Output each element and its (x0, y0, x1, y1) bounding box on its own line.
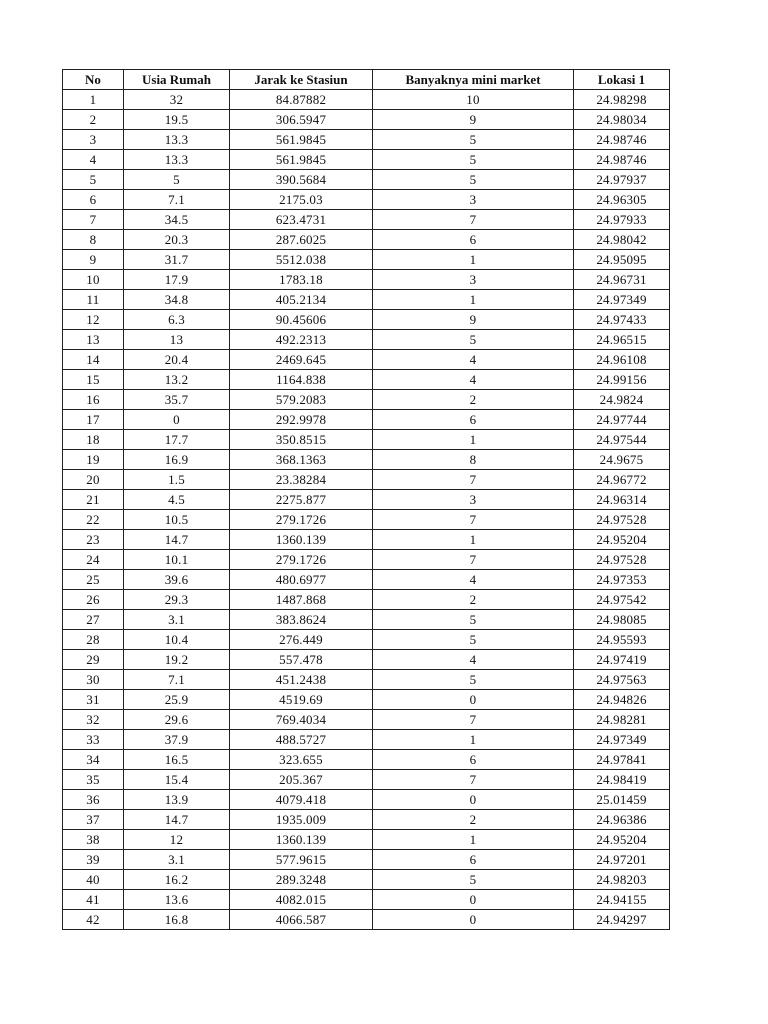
table-cell-jarak-ke-stasiun: 4082.015 (230, 890, 373, 910)
table-cell-jarak-ke-stasiun: 488.5727 (230, 730, 373, 750)
table-cell-banyaknya-mini-market: 3 (373, 270, 574, 290)
table-cell-lokasi-1: 24.97419 (574, 650, 670, 670)
table-cell-no: 1 (63, 90, 124, 110)
table-cell-lokasi-1: 24.96772 (574, 470, 670, 490)
table-cell-lokasi-1: 24.97433 (574, 310, 670, 330)
table-cell-usia-rumah: 35.7 (124, 390, 230, 410)
table-cell-no: 34 (63, 750, 124, 770)
table-cell-no: 19 (63, 450, 124, 470)
table-cell-lokasi-1: 25.01459 (574, 790, 670, 810)
table-cell-usia-rumah: 15.4 (124, 770, 230, 790)
table-cell-usia-rumah: 16.2 (124, 870, 230, 890)
table-row (63, 910, 670, 930)
table-cell-no: 18 (63, 430, 124, 450)
table-cell-lokasi-1: 24.97528 (574, 510, 670, 530)
table-cell-usia-rumah: 6.3 (124, 310, 230, 330)
table-cell-no: 42 (63, 910, 124, 930)
table-cell-lokasi-1: 24.94826 (574, 690, 670, 710)
table-row (63, 890, 670, 910)
table-row (63, 650, 670, 670)
table-cell-jarak-ke-stasiun: 84.87882 (230, 90, 373, 110)
column-header-banyaknya-mini-market: Banyaknya mini market (373, 70, 574, 90)
table-cell-lokasi-1: 24.97563 (574, 670, 670, 690)
table-cell-no: 33 (63, 730, 124, 750)
table-cell-lokasi-1: 24.97353 (574, 570, 670, 590)
table-cell-banyaknya-mini-market: 5 (373, 610, 574, 630)
table-cell-no: 27 (63, 610, 124, 630)
table-cell-lokasi-1: 24.95593 (574, 630, 670, 650)
table-row (63, 590, 670, 610)
table-cell-no: 15 (63, 370, 124, 390)
table-row (63, 550, 670, 570)
table-cell-banyaknya-mini-market: 5 (373, 330, 574, 350)
table-cell-no: 7 (63, 210, 124, 230)
table-cell-no: 21 (63, 490, 124, 510)
table-cell-usia-rumah: 3.1 (124, 850, 230, 870)
table-cell-no: 24 (63, 550, 124, 570)
table-cell-usia-rumah: 14.7 (124, 810, 230, 830)
table-row (63, 770, 670, 790)
table-cell-usia-rumah: 32 (124, 90, 230, 110)
table-cell-jarak-ke-stasiun: 90.45606 (230, 310, 373, 330)
table-cell-banyaknya-mini-market: 0 (373, 910, 574, 930)
table-cell-usia-rumah: 13 (124, 330, 230, 350)
table-cell-no: 29 (63, 650, 124, 670)
table-row (63, 730, 670, 750)
table-cell-no: 35 (63, 770, 124, 790)
table-cell-no: 26 (63, 590, 124, 610)
table-cell-lokasi-1: 24.95204 (574, 530, 670, 550)
table-cell-banyaknya-mini-market: 1 (373, 430, 574, 450)
table-cell-usia-rumah: 13.9 (124, 790, 230, 810)
table-cell-jarak-ke-stasiun: 4066.587 (230, 910, 373, 930)
column-header-lokasi-1: Lokasi 1 (574, 70, 670, 90)
table-row (63, 490, 670, 510)
table-cell-usia-rumah: 25.9 (124, 690, 230, 710)
table-cell-usia-rumah: 16.8 (124, 910, 230, 930)
table-cell-no: 36 (63, 790, 124, 810)
table-row (63, 310, 670, 330)
table-cell-no: 41 (63, 890, 124, 910)
table-row (63, 790, 670, 810)
table-cell-jarak-ke-stasiun: 2469.645 (230, 350, 373, 370)
table-cell-banyaknya-mini-market: 1 (373, 830, 574, 850)
table-row (63, 190, 670, 210)
table-cell-lokasi-1: 24.96386 (574, 810, 670, 830)
table-cell-usia-rumah: 19.5 (124, 110, 230, 130)
data-table (62, 69, 670, 930)
table-cell-lokasi-1: 24.97528 (574, 550, 670, 570)
table-cell-no: 14 (63, 350, 124, 370)
table-cell-banyaknya-mini-market: 4 (373, 570, 574, 590)
table-cell-jarak-ke-stasiun: 350.8515 (230, 430, 373, 450)
table-row (63, 450, 670, 470)
table-cell-lokasi-1: 24.96108 (574, 350, 670, 370)
table-cell-banyaknya-mini-market: 6 (373, 750, 574, 770)
table-cell-banyaknya-mini-market: 1 (373, 290, 574, 310)
table-cell-jarak-ke-stasiun: 279.1726 (230, 510, 373, 530)
table-cell-banyaknya-mini-market: 1 (373, 730, 574, 750)
table-cell-no: 17 (63, 410, 124, 430)
table-cell-usia-rumah: 17.7 (124, 430, 230, 450)
table-cell-lokasi-1: 24.98746 (574, 150, 670, 170)
table-cell-usia-rumah: 19.2 (124, 650, 230, 670)
table-cell-jarak-ke-stasiun: 623.4731 (230, 210, 373, 230)
table-cell-jarak-ke-stasiun: 561.9845 (230, 130, 373, 150)
table-cell-banyaknya-mini-market: 4 (373, 370, 574, 390)
table-cell-banyaknya-mini-market: 9 (373, 310, 574, 330)
table-cell-lokasi-1: 24.96515 (574, 330, 670, 350)
table-cell-lokasi-1: 24.9824 (574, 390, 670, 410)
table-cell-usia-rumah: 20.3 (124, 230, 230, 250)
table-cell-usia-rumah: 13.3 (124, 130, 230, 150)
table-cell-usia-rumah: 13.3 (124, 150, 230, 170)
table-cell-no: 6 (63, 190, 124, 210)
table-cell-jarak-ke-stasiun: 205.367 (230, 770, 373, 790)
table-cell-usia-rumah: 29.3 (124, 590, 230, 610)
table-cell-jarak-ke-stasiun: 769.4034 (230, 710, 373, 730)
table-cell-lokasi-1: 24.97349 (574, 290, 670, 310)
table-cell-jarak-ke-stasiun: 368.1363 (230, 450, 373, 470)
table-cell-lokasi-1: 24.98203 (574, 870, 670, 890)
table-cell-no: 30 (63, 670, 124, 690)
table-cell-banyaknya-mini-market: 5 (373, 670, 574, 690)
table-cell-jarak-ke-stasiun: 480.6977 (230, 570, 373, 590)
table-cell-no: 13 (63, 330, 124, 350)
table-cell-banyaknya-mini-market: 7 (373, 710, 574, 730)
table-cell-lokasi-1: 24.96305 (574, 190, 670, 210)
table-cell-jarak-ke-stasiun: 579.2083 (230, 390, 373, 410)
table-row (63, 710, 670, 730)
table-cell-banyaknya-mini-market: 2 (373, 810, 574, 830)
table-row (63, 430, 670, 450)
table-cell-usia-rumah: 3.1 (124, 610, 230, 630)
table-cell-banyaknya-mini-market: 3 (373, 190, 574, 210)
table-row (63, 530, 670, 550)
table-cell-usia-rumah: 10.4 (124, 630, 230, 650)
table-cell-jarak-ke-stasiun: 1487.868 (230, 590, 373, 610)
table-cell-banyaknya-mini-market: 0 (373, 790, 574, 810)
table-cell-banyaknya-mini-market: 3 (373, 490, 574, 510)
table-cell-banyaknya-mini-market: 7 (373, 510, 574, 530)
table-row (63, 230, 670, 250)
table-cell-jarak-ke-stasiun: 390.5684 (230, 170, 373, 190)
table-cell-no: 5 (63, 170, 124, 190)
table-cell-usia-rumah: 7.1 (124, 190, 230, 210)
table-cell-banyaknya-mini-market: 5 (373, 150, 574, 170)
table-cell-no: 2 (63, 110, 124, 130)
table-cell-banyaknya-mini-market: 10 (373, 90, 574, 110)
table-cell-jarak-ke-stasiun: 279.1726 (230, 550, 373, 570)
table-cell-usia-rumah: 31.7 (124, 250, 230, 270)
table-cell-usia-rumah: 0 (124, 410, 230, 430)
table-cell-no: 8 (63, 230, 124, 250)
table-cell-no: 38 (63, 830, 124, 850)
table-cell-no: 40 (63, 870, 124, 890)
table-cell-lokasi-1: 24.94297 (574, 910, 670, 930)
table-cell-usia-rumah: 34.8 (124, 290, 230, 310)
table-row (63, 150, 670, 170)
table-cell-lokasi-1: 24.97544 (574, 430, 670, 450)
table-cell-banyaknya-mini-market: 1 (373, 250, 574, 270)
table-row (63, 850, 670, 870)
table-row (63, 110, 670, 130)
table-cell-no: 16 (63, 390, 124, 410)
table-cell-no: 22 (63, 510, 124, 530)
table-cell-jarak-ke-stasiun: 451.2438 (230, 670, 373, 690)
table-row (63, 370, 670, 390)
table-cell-usia-rumah: 10.5 (124, 510, 230, 530)
table-cell-lokasi-1: 24.96731 (574, 270, 670, 290)
table-cell-lokasi-1: 24.98085 (574, 610, 670, 630)
table-cell-usia-rumah: 13.2 (124, 370, 230, 390)
table-cell-jarak-ke-stasiun: 306.5947 (230, 110, 373, 130)
table-cell-no: 10 (63, 270, 124, 290)
table-cell-jarak-ke-stasiun: 557.478 (230, 650, 373, 670)
table-cell-lokasi-1: 24.98419 (574, 770, 670, 790)
table-cell-jarak-ke-stasiun: 561.9845 (230, 150, 373, 170)
table-cell-banyaknya-mini-market: 2 (373, 590, 574, 610)
table-cell-lokasi-1: 24.95204 (574, 830, 670, 850)
table-cell-banyaknya-mini-market: 6 (373, 230, 574, 250)
table-cell-banyaknya-mini-market: 4 (373, 650, 574, 670)
table-cell-lokasi-1: 24.97933 (574, 210, 670, 230)
table-cell-jarak-ke-stasiun: 1935.009 (230, 810, 373, 830)
table-cell-lokasi-1: 24.97841 (574, 750, 670, 770)
table-cell-lokasi-1: 24.97937 (574, 170, 670, 190)
table-row (63, 510, 670, 530)
table-cell-lokasi-1: 24.97201 (574, 850, 670, 870)
column-header-no: No (63, 70, 124, 90)
table-cell-no: 25 (63, 570, 124, 590)
table-cell-jarak-ke-stasiun: 1360.139 (230, 530, 373, 550)
table-cell-no: 20 (63, 470, 124, 490)
table-cell-jarak-ke-stasiun: 4079.418 (230, 790, 373, 810)
table-row (63, 570, 670, 590)
table-row (63, 470, 670, 490)
table-cell-jarak-ke-stasiun: 287.6025 (230, 230, 373, 250)
table-row (63, 330, 670, 350)
table-row (63, 810, 670, 830)
table-row (63, 270, 670, 290)
table-row (63, 350, 670, 370)
table-cell-usia-rumah: 7.1 (124, 670, 230, 690)
table-row (63, 290, 670, 310)
table-cell-no: 12 (63, 310, 124, 330)
table-cell-usia-rumah: 37.9 (124, 730, 230, 750)
table-cell-lokasi-1: 24.94155 (574, 890, 670, 910)
table-cell-banyaknya-mini-market: 5 (373, 170, 574, 190)
table-row (63, 630, 670, 650)
table-cell-banyaknya-mini-market: 4 (373, 350, 574, 370)
table-cell-jarak-ke-stasiun: 2275.877 (230, 490, 373, 510)
table-cell-no: 28 (63, 630, 124, 650)
table-cell-lokasi-1: 24.97349 (574, 730, 670, 750)
table-cell-banyaknya-mini-market: 6 (373, 410, 574, 430)
table-cell-lokasi-1: 24.97542 (574, 590, 670, 610)
table-cell-jarak-ke-stasiun: 2175.03 (230, 190, 373, 210)
table-cell-banyaknya-mini-market: 2 (373, 390, 574, 410)
table-cell-banyaknya-mini-market: 5 (373, 630, 574, 650)
table-cell-no: 11 (63, 290, 124, 310)
table-cell-usia-rumah: 5 (124, 170, 230, 190)
table-cell-usia-rumah: 10.1 (124, 550, 230, 570)
table-cell-usia-rumah: 17.9 (124, 270, 230, 290)
table-cell-no: 37 (63, 810, 124, 830)
table-row (63, 390, 670, 410)
table-cell-no: 23 (63, 530, 124, 550)
table-cell-usia-rumah: 39.6 (124, 570, 230, 590)
table-cell-no: 39 (63, 850, 124, 870)
table-row (63, 750, 670, 770)
table-cell-lokasi-1: 24.98042 (574, 230, 670, 250)
table-cell-banyaknya-mini-market: 5 (373, 870, 574, 890)
table-row (63, 610, 670, 630)
table-cell-jarak-ke-stasiun: 323.655 (230, 750, 373, 770)
table-cell-banyaknya-mini-market: 8 (373, 450, 574, 470)
table-cell-usia-rumah: 13.6 (124, 890, 230, 910)
table-cell-jarak-ke-stasiun: 405.2134 (230, 290, 373, 310)
table-cell-jarak-ke-stasiun: 1360.139 (230, 830, 373, 850)
table-row (63, 170, 670, 190)
table-cell-banyaknya-mini-market: 7 (373, 550, 574, 570)
table-cell-usia-rumah: 4.5 (124, 490, 230, 510)
table-cell-lokasi-1: 24.96314 (574, 490, 670, 510)
table-cell-usia-rumah: 16.9 (124, 450, 230, 470)
table-cell-lokasi-1: 24.9675 (574, 450, 670, 470)
table-cell-jarak-ke-stasiun: 23.38284 (230, 470, 373, 490)
table-cell-no: 32 (63, 710, 124, 730)
table-cell-lokasi-1: 24.98034 (574, 110, 670, 130)
table-cell-no: 4 (63, 150, 124, 170)
table-cell-usia-rumah: 29.6 (124, 710, 230, 730)
table-cell-banyaknya-mini-market: 7 (373, 770, 574, 790)
table-header-row (63, 70, 670, 90)
table-cell-jarak-ke-stasiun: 292.9978 (230, 410, 373, 430)
table-row (63, 670, 670, 690)
table-cell-lokasi-1: 24.97744 (574, 410, 670, 430)
table-cell-lokasi-1: 24.99156 (574, 370, 670, 390)
table-row (63, 690, 670, 710)
table-row (63, 250, 670, 270)
table-cell-banyaknya-mini-market: 7 (373, 470, 574, 490)
column-header-usia-rumah: Usia Rumah (124, 70, 230, 90)
table-cell-jarak-ke-stasiun: 577.9615 (230, 850, 373, 870)
table-cell-banyaknya-mini-market: 7 (373, 210, 574, 230)
table-cell-banyaknya-mini-market: 0 (373, 690, 574, 710)
table-cell-jarak-ke-stasiun: 492.2313 (230, 330, 373, 350)
table-cell-jarak-ke-stasiun: 383.8624 (230, 610, 373, 630)
table-cell-banyaknya-mini-market: 5 (373, 130, 574, 150)
table-row (63, 90, 670, 110)
column-header-jarak-ke-stasiun: Jarak ke Stasiun (230, 70, 373, 90)
table-cell-jarak-ke-stasiun: 1783.18 (230, 270, 373, 290)
table-cell-jarak-ke-stasiun: 289.3248 (230, 870, 373, 890)
table-cell-lokasi-1: 24.95095 (574, 250, 670, 270)
table-cell-banyaknya-mini-market: 6 (373, 850, 574, 870)
table-cell-jarak-ke-stasiun: 4519.69 (230, 690, 373, 710)
table-cell-banyaknya-mini-market: 1 (373, 530, 574, 550)
table-cell-usia-rumah: 12 (124, 830, 230, 850)
table-row (63, 210, 670, 230)
table-cell-usia-rumah: 16.5 (124, 750, 230, 770)
table-cell-usia-rumah: 1.5 (124, 470, 230, 490)
table-cell-banyaknya-mini-market: 9 (373, 110, 574, 130)
table-cell-jarak-ke-stasiun: 5512.038 (230, 250, 373, 270)
table-cell-no: 31 (63, 690, 124, 710)
table-row (63, 830, 670, 850)
table-cell-lokasi-1: 24.98281 (574, 710, 670, 730)
table-cell-no: 3 (63, 130, 124, 150)
table-cell-banyaknya-mini-market: 0 (373, 890, 574, 910)
table-cell-lokasi-1: 24.98298 (574, 90, 670, 110)
table-row (63, 410, 670, 430)
table-cell-usia-rumah: 34.5 (124, 210, 230, 230)
table-body (63, 90, 670, 930)
table-cell-usia-rumah: 20.4 (124, 350, 230, 370)
table-row (63, 130, 670, 150)
table-cell-jarak-ke-stasiun: 276.449 (230, 630, 373, 650)
table-cell-lokasi-1: 24.98746 (574, 130, 670, 150)
table-cell-usia-rumah: 14.7 (124, 530, 230, 550)
table-row (63, 870, 670, 890)
table-cell-jarak-ke-stasiun: 1164.838 (230, 370, 373, 390)
table-cell-no: 9 (63, 250, 124, 270)
